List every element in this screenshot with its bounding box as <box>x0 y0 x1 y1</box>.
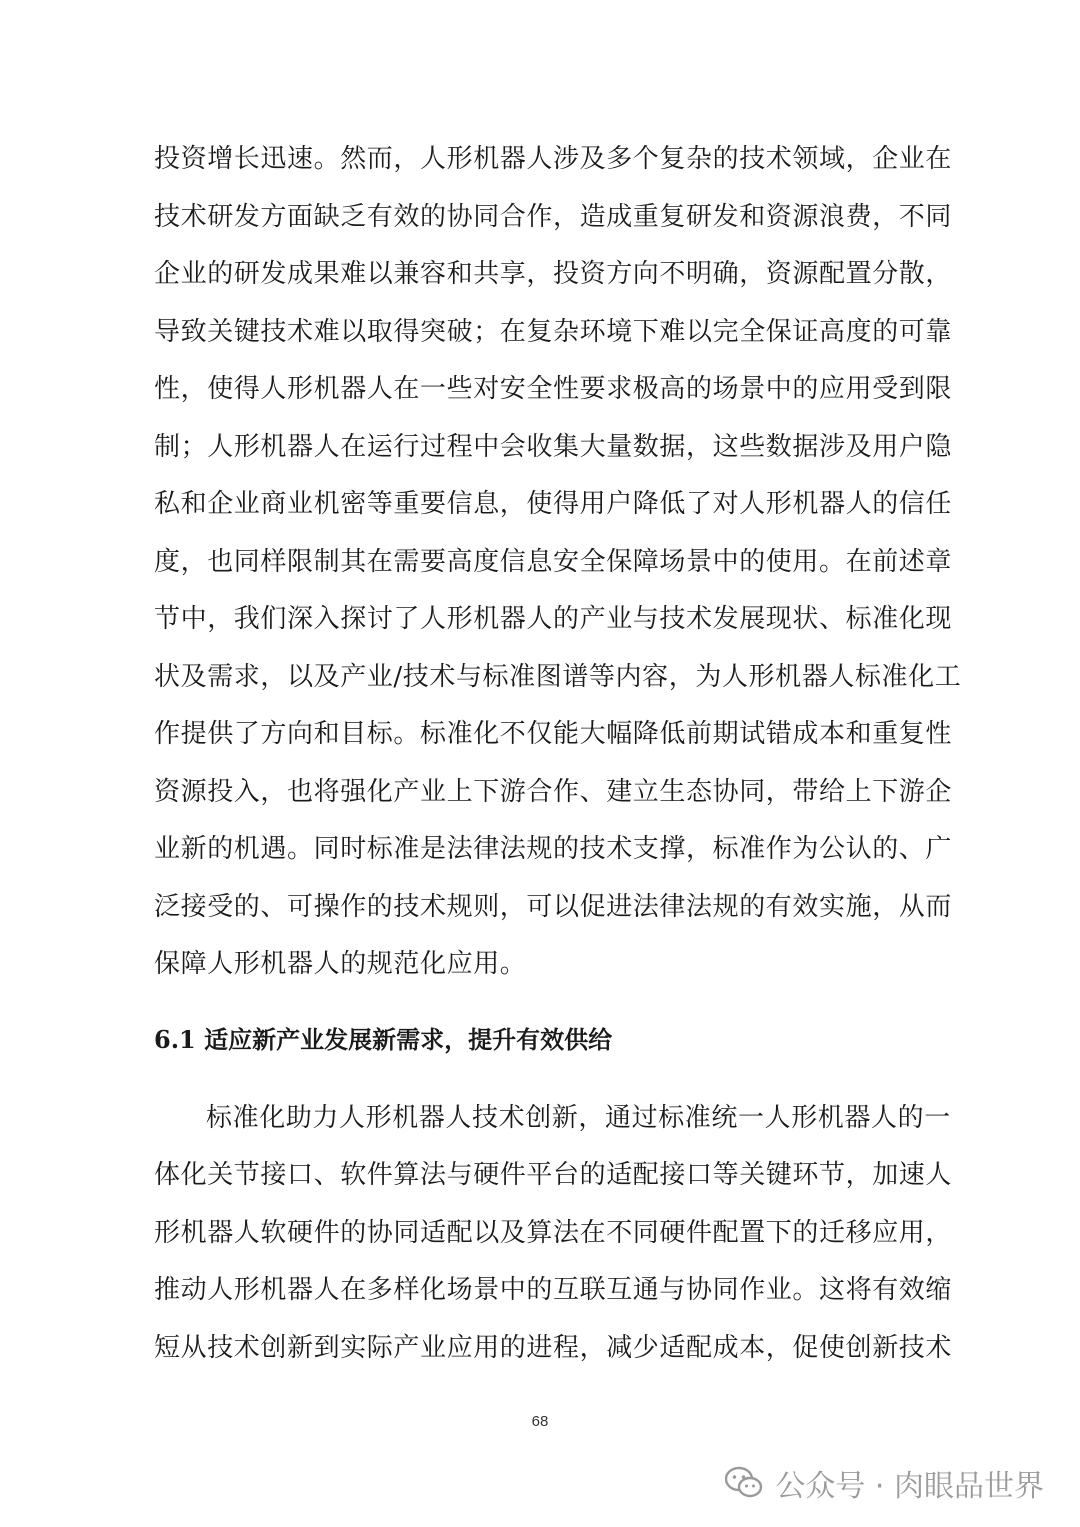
text-line: 体化关节接口、软件算法与硬件平台的适配接口等关键环节，加速人 <box>154 1160 953 1190</box>
text-line: 业新的机遇。同时标准是法律法规的技术支撑，标准作为公认的、广 <box>154 834 953 864</box>
page-number: 68 <box>531 1413 549 1430</box>
text-line: 企业的研发成果难以兼容和共享，投资方向不明确，资源配置分散， <box>154 259 953 289</box>
text-line: 推动人形机器人在多样化场景中的互联互通与协同作业。这将有效缩 <box>154 1275 953 1305</box>
watermark-text: 公众号 · 肉眼品世界 <box>775 1469 1044 1504</box>
text-line: 技术研发方面缺乏有效的协同合作，造成重复研发和资源浪费，不同 <box>154 201 953 232</box>
paragraph-1 <box>154 131 962 994</box>
text-line: 度，也同样限制其在需要高度信息安全保障场景中的使用。在前述章 <box>154 546 953 577</box>
section-heading: 6.1 适应新产业发展新需求，提升有效供给 <box>154 1024 613 1054</box>
text-line: 性，使得人形机器人在一些对安全性要求极高的场景中的应用受到限 <box>154 374 953 404</box>
text-line: 标准化助力人形机器人技术创新，通过标准统一人形机器人的一 <box>206 1102 951 1133</box>
text-line: 资源投入，也将强化产业上下游合作、建立生态协同，带给上下游企 <box>154 776 953 807</box>
page-body <box>154 131 962 1377</box>
paragraph-2 <box>154 1090 953 1378</box>
text-line: 制；人形机器人在运行过程中会收集大量数据，这些数据涉及用户隐 <box>154 431 953 462</box>
text-line: 形机器人软硬件的协同适配以及算法在不同硬件配置下的迁移应用， <box>154 1217 953 1248</box>
wechat-icon <box>725 1466 763 1500</box>
text-line: 投资增长迅速。然而，人形机器人涉及多个复杂的技术领域，企业在 <box>154 144 953 174</box>
text-line: 作提供了方向和目标。标准化不仅能大幅降低前期试错成本和重复性 <box>154 719 953 749</box>
text-line: 导致关键技术难以取得突破；在复杂环境下难以完全保证高度的可靠 <box>154 316 953 347</box>
watermark <box>725 1458 1044 1508</box>
text-line: 私和企业商业机密等重要信息，使得用户降低了对人形机器人的信任 <box>154 489 953 519</box>
text-line: 短从技术创新到实际产业应用的进程，减少适配成本，促使创新技术 <box>154 1332 953 1363</box>
text-line: 状及需求，以及产业/技术与标准图谱等内容，为人形机器人标准化工 <box>154 661 962 692</box>
text-line: 泛接受的、可操作的技术规则，可以促进法律法规的有效实施，从而 <box>154 891 953 922</box>
text-line: 节中，我们深入探讨了人形机器人的产业与技术发展现状、标准化现 <box>154 604 953 634</box>
text-line: 保障人形机器人的规范化应用。 <box>154 949 527 979</box>
